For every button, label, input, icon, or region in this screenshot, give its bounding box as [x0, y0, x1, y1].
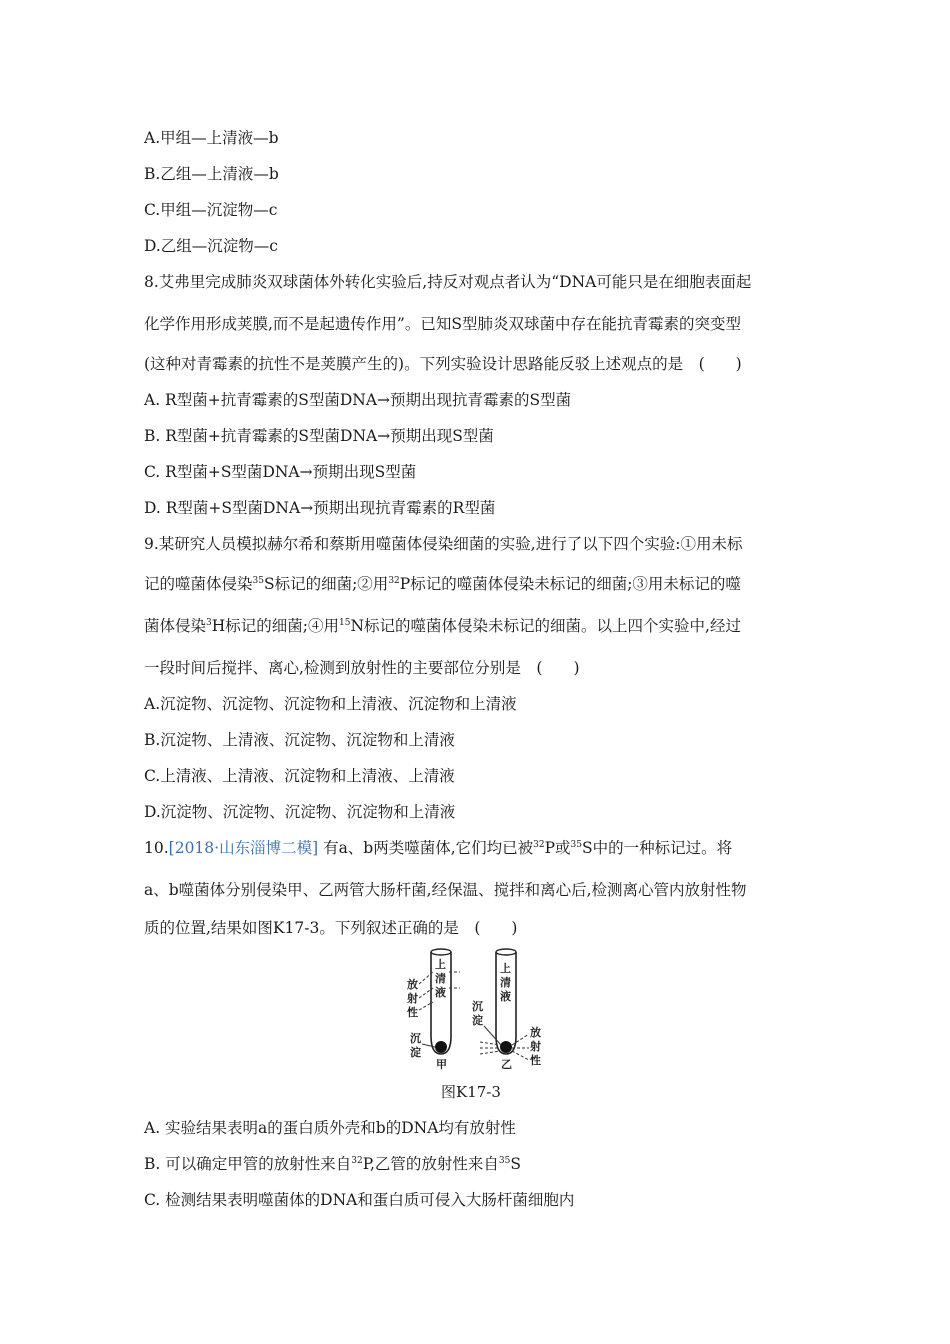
radioactivity-label-yi-3: 性	[530, 1054, 541, 1067]
question-source: [2018·山东淄博二模]	[168, 839, 319, 857]
precipitate-label-yi-2: 淀	[472, 1014, 483, 1027]
pellet-yi	[500, 1041, 512, 1053]
q9-stem-line2: 记的噬菌体侵染$^{35}$S标记的细菌;②用$^{32}$P标记的噬菌体侵染未标记的细菌;③用未标记的噬	[144, 575, 741, 593]
supernatant-label-jia-3: 液	[435, 986, 446, 999]
q7-option-b: B.乙组—上清液—b	[144, 165, 279, 183]
q10-stem-line1: 10.[2018·山东淄博二模] 有a、b两类噬菌体,它们均已被$^{32}$P或$^{35}$S中的一种标记过。将	[144, 839, 733, 857]
q9-stem-line1: 9.某研究人员模拟赫尔希和蔡斯用噬菌体侵染细菌的实验,进行了以下四个实验:①用未标	[144, 535, 743, 553]
radioactivity-label-jia-1: 放	[407, 978, 418, 991]
supernatant-label-yi-2: 清	[500, 976, 511, 989]
radioactivity-label-jia-2: 射	[407, 992, 418, 1005]
precipitate-label-jia-2: 淀	[410, 1046, 421, 1059]
q8-option-a: A. R型菌+抗青霉素的S型菌DNA→预期出现抗青霉素的S型菌	[144, 391, 572, 409]
supernatant-label-jia-1: 上	[435, 958, 446, 971]
supernatant-label-yi-3: 液	[500, 990, 511, 1003]
q10-stem-line2: a、b噬菌体分别侵染甲、乙两管大肠杆菌,经保温、搅拌和离心后,检测离心管内放射性物	[144, 881, 747, 899]
q10-option-a: A. 实验结果表明a的蛋白质外壳和b的DNA均有放射性	[144, 1119, 516, 1137]
q8-stem-line3: (这种对青霉素的抗性不是荚膜产生的)。下列实验设计思路能反驳上述观点的是 ( )	[144, 355, 742, 373]
q9-option-b: B.沉淀物、上清液、沉淀物、沉淀物和上清液	[144, 731, 455, 749]
figure-caption: 图K17-3	[441, 1083, 501, 1101]
q9-option-c: C.上清液、上清液、沉淀物和上清液、上清液	[144, 767, 455, 785]
pellet-jia	[435, 1041, 447, 1053]
q9-option-a: A.沉淀物、沉淀物、沉淀物和上清液、沉淀物和上清液	[144, 695, 517, 713]
radioactivity-label-yi-1: 放	[530, 1026, 541, 1039]
q10-option-b: B. 可以确定甲管的放射性来自$^{32}$P,乙管的放射性来自$^{35}$S	[144, 1155, 521, 1173]
q9-stem-line4: 一段时间后搅拌、离心,检测到放射性的主要部位分别是 ( )	[144, 659, 580, 677]
q7-option-c: C.甲组—沉淀物—c	[144, 201, 278, 219]
precipitate-label-jia-1: 沉	[410, 1032, 421, 1045]
q8-option-c: C. R型菌+S型菌DNA→预期出现S型菌	[144, 463, 417, 481]
precipitate-label-yi-1: 沉	[472, 1000, 483, 1013]
q8-stem-line2: 化学作用形成荚膜,而不是起遗传作用”。已知S型肺炎双球菌中存在能抗青霉素的突变型	[144, 315, 741, 333]
q7-option-d: D.乙组—沉淀物—c	[144, 237, 278, 255]
q8-option-b: B. R型菌+抗青霉素的S型菌DNA→预期出现S型菌	[144, 427, 494, 445]
question-number: 10.	[144, 839, 169, 857]
centrifuge-tubes-figure	[400, 944, 560, 1074]
q8-option-d: D. R型菌+S型菌DNA→预期出现抗青霉素的R型菌	[144, 499, 496, 517]
q8-stem-line1: 8.艾弗里完成肺炎双球菌体外转化实验后,持反对观点者认为“DNA可能只是在细胞表面起	[144, 273, 752, 291]
supernatant-label-yi-1: 上	[500, 962, 511, 975]
q7-option-a: A.甲组—上清液—b	[144, 129, 279, 147]
radioactivity-label-yi-2: 射	[530, 1040, 541, 1053]
supernatant-label-jia-2: 清	[435, 972, 446, 985]
q9-stem-line3: 菌体侵染$^3$H标记的细菌;④用$^{15}$N标记的噬菌体侵染未标记的细菌。以上四个实验中,经过	[144, 617, 741, 635]
radioactivity-label-jia-3: 性	[407, 1006, 418, 1019]
q10-stem-line3: 质的位置,结果如图K17-3。下列叙述正确的是 ( )	[144, 919, 518, 937]
tube-label-yi: 乙	[501, 1058, 512, 1071]
tube-label-jia: 甲	[436, 1058, 447, 1071]
q10-option-c: C. 检测结果表明噬菌体的DNA和蛋白质可侵入大肠杆菌细胞内	[144, 1191, 575, 1209]
q9-option-d: D.沉淀物、沉淀物、沉淀物、沉淀物和上清液	[144, 803, 456, 821]
